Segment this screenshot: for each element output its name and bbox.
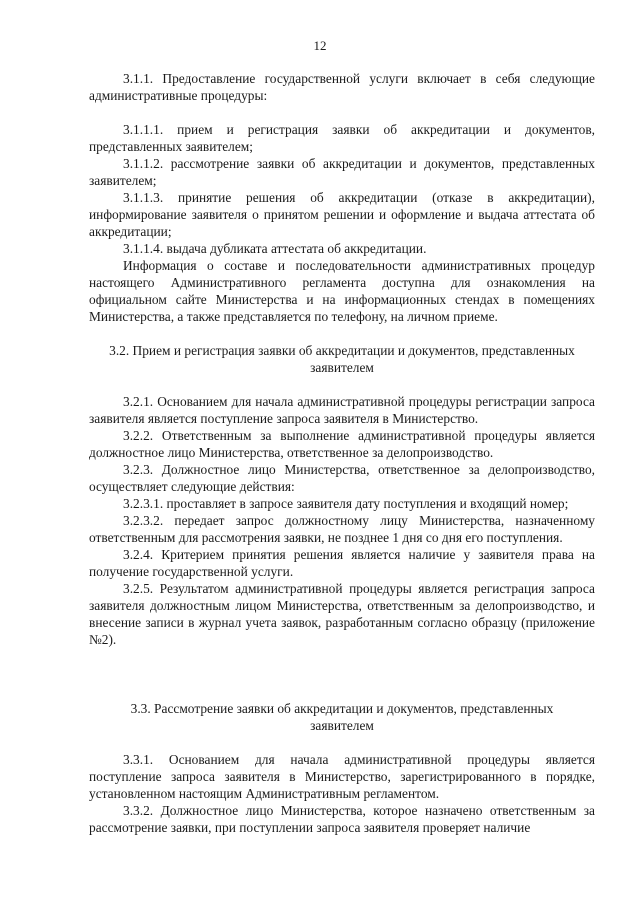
- paragraph-information: Информация о составе и последовательности административных процедур настоящего Административного регламента доступна для ознакомления на официальном сайте Министерства и на информационных стендах в помещениях Министерства, а также представляется по телефону, на личном приеме.: [89, 258, 595, 324]
- paragraph-3-2-1: 3.2.1. Основанием для начала административной процедуры регистрации запроса заявителя является поступление запроса заявителя в Министерство.: [89, 394, 595, 426]
- section-heading-3-3: 3.3. Рассмотрение заявки об аккредитации и документов, представленных заявителем: [130, 701, 554, 733]
- paragraph-3-1-1-3: 3.1.1.3. принятие решения об аккредитации (отказе в аккредитации), информирование заявителя о принятом решении и оформление и выдача аттестата об аккредитации;: [89, 190, 595, 239]
- document-body: [89, 70, 595, 836]
- spacer: [89, 104, 595, 121]
- paragraph-3-1-1-1: 3.1.1.1. прием и регистрация заявки об аккредитации и документов, представленных заявителем;: [89, 122, 595, 154]
- paragraph-3-2-2: 3.2.2. Ответственным за выполнение административной процедуры является должностное лицо Министерства, ответственное за делопроизводство.: [89, 428, 595, 460]
- paragraph-3-2-4: 3.2.4. Критерием принятия решения является наличие у заявителя права на получение государственной услуги.: [89, 547, 595, 579]
- paragraph-3-1-1-4: 3.1.1.4. выдача дубликата аттестата об аккредитации.: [123, 241, 427, 256]
- paragraph-3-3-2: 3.3.2. Должностное лицо Министерства, которое назначено ответственным за рассмотрение заявки, при поступлении запроса заявителя проверяет наличие: [89, 803, 595, 835]
- section-heading-3-2: 3.2. Прием и регистрация заявки об аккредитации и документов, представленных заявителем: [109, 343, 575, 375]
- paragraph-3-2-5: 3.2.5. Результатом административной процедуры является регистрация запроса заявителя должностным лицом Министерства, ответственным за делопроизводство, и внесение записи в журнал учета заявок, разработанным согласно образцу (приложение №2).: [89, 581, 595, 647]
- paragraph-3-2-3: 3.2.3. Должностное лицо Министерства, ответственное за делопроизводство, осуществляет следующие действия:: [89, 462, 595, 494]
- paragraph-3-2-3-1: 3.2.3.1. проставляет в запросе заявителя дату поступления и входящий номер;: [123, 496, 569, 511]
- paragraph-3-1-1-2: 3.1.1.2. рассмотрение заявки об аккредитации и документов, представленных заявителем;: [89, 156, 595, 188]
- page-number: 12: [313, 38, 327, 53]
- paragraph-3-2-3-2: 3.2.3.2. передает запрос должностному лицу Министерства, назначенному ответственным для рассмотрения заявки, не позднее 1 дня со дня его поступления.: [89, 513, 595, 545]
- paragraph-3-3-1: 3.3.1. Основанием для начала административной процедуры является поступление запроса заявителя в Министерство, зарегистрированного в порядке, установленном настоящим Административным регламентом.: [89, 752, 595, 801]
- spacer: [89, 648, 595, 700]
- paragraph-3-1-1: 3.1.1. Предоставление государственной услуги включает в себя следующие административные процедуры:: [89, 71, 595, 103]
